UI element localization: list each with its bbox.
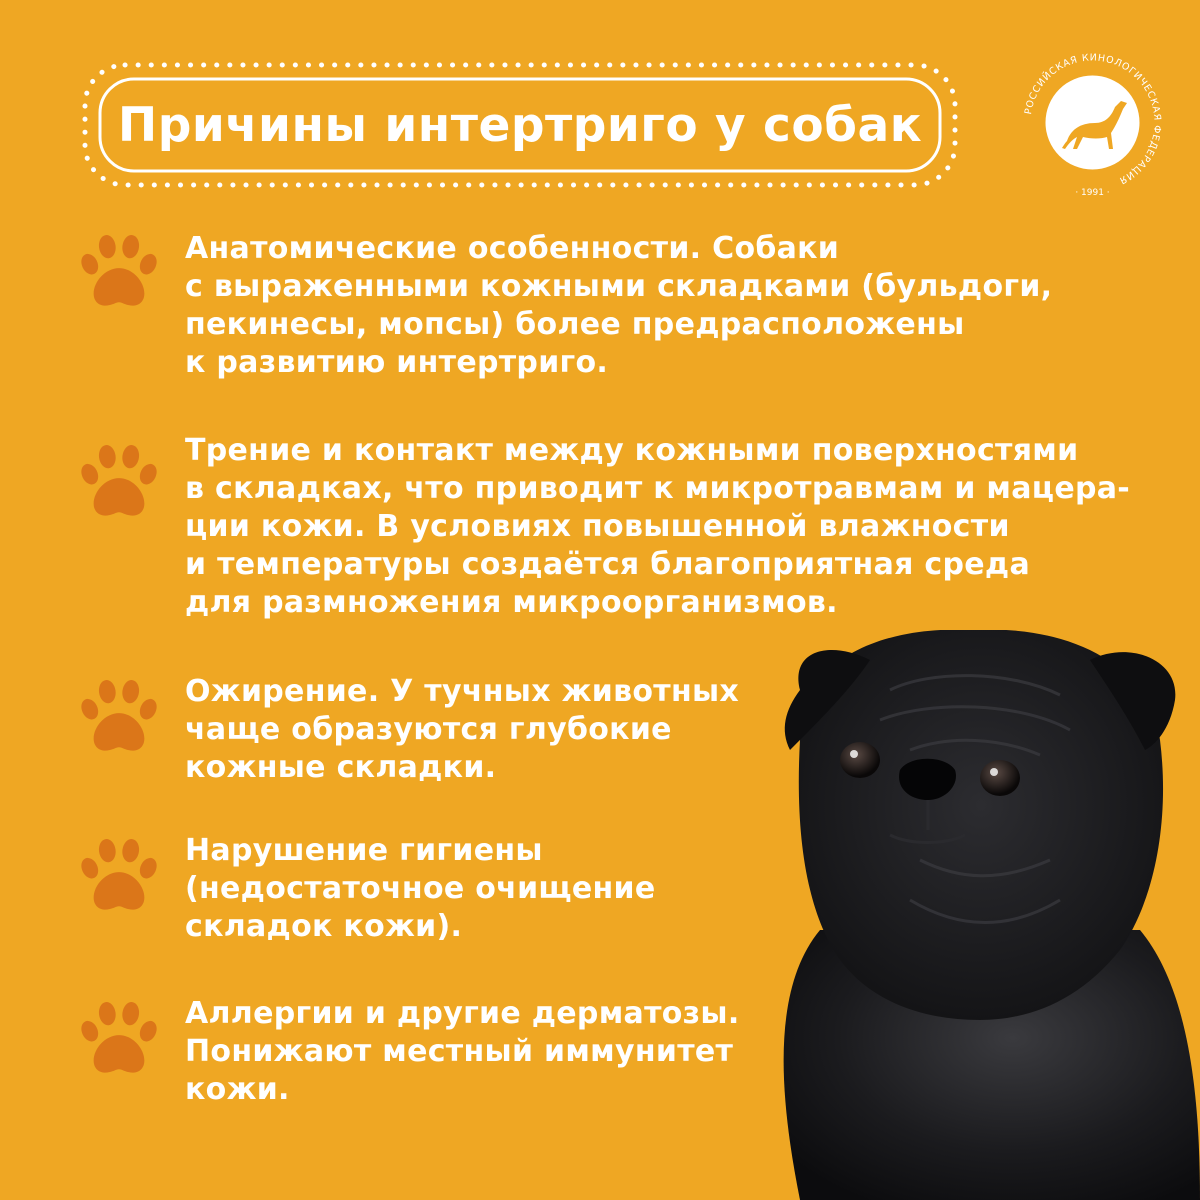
item-text: Аллергии и другие дерматозы. Понижают местный иммунитет кожи. <box>185 996 740 1107</box>
item-text: Нарушение гигиены (недостаточное очищение складок кожи). <box>185 833 656 944</box>
rkf-logo <box>1015 45 1170 200</box>
paw-icon <box>80 678 158 756</box>
item-text: Трение и контакт между кожными поверхностями в складках, что приводит к микротравмам и мацера- ции кожи. В условиях повышенной влажности и температуры создаётся благоприятная среда для размножения микроорганизмов. <box>185 433 1131 620</box>
paw-icon <box>80 233 158 311</box>
pug-eye-right <box>980 760 1020 796</box>
item-text: Анатомические особенности. Собаки с выраженными кожными складками (бульдоги, пекинесы, мопсы) более предрасположены к развитию интертриго. <box>185 231 1053 380</box>
page-title: Причины интертриго у собак <box>117 97 923 153</box>
paw-icon <box>80 443 158 521</box>
pug-eye-left <box>840 742 880 778</box>
title-frame <box>80 60 960 190</box>
paw-icon <box>80 837 158 915</box>
logo-year: · 1991 · <box>1075 188 1110 198</box>
pug-photo <box>760 630 1200 1200</box>
pug-head <box>799 630 1163 1020</box>
paw-icon <box>80 1000 158 1078</box>
logo-arc-text: РОССИЙСКАЯ КИНОЛОГИЧЕСКАЯ ФЕДЕРАЦИЯ <box>1023 52 1163 187</box>
item-text: Ожирение. У тучных животных чаще образуются глубокие кожные складки. <box>185 674 740 785</box>
